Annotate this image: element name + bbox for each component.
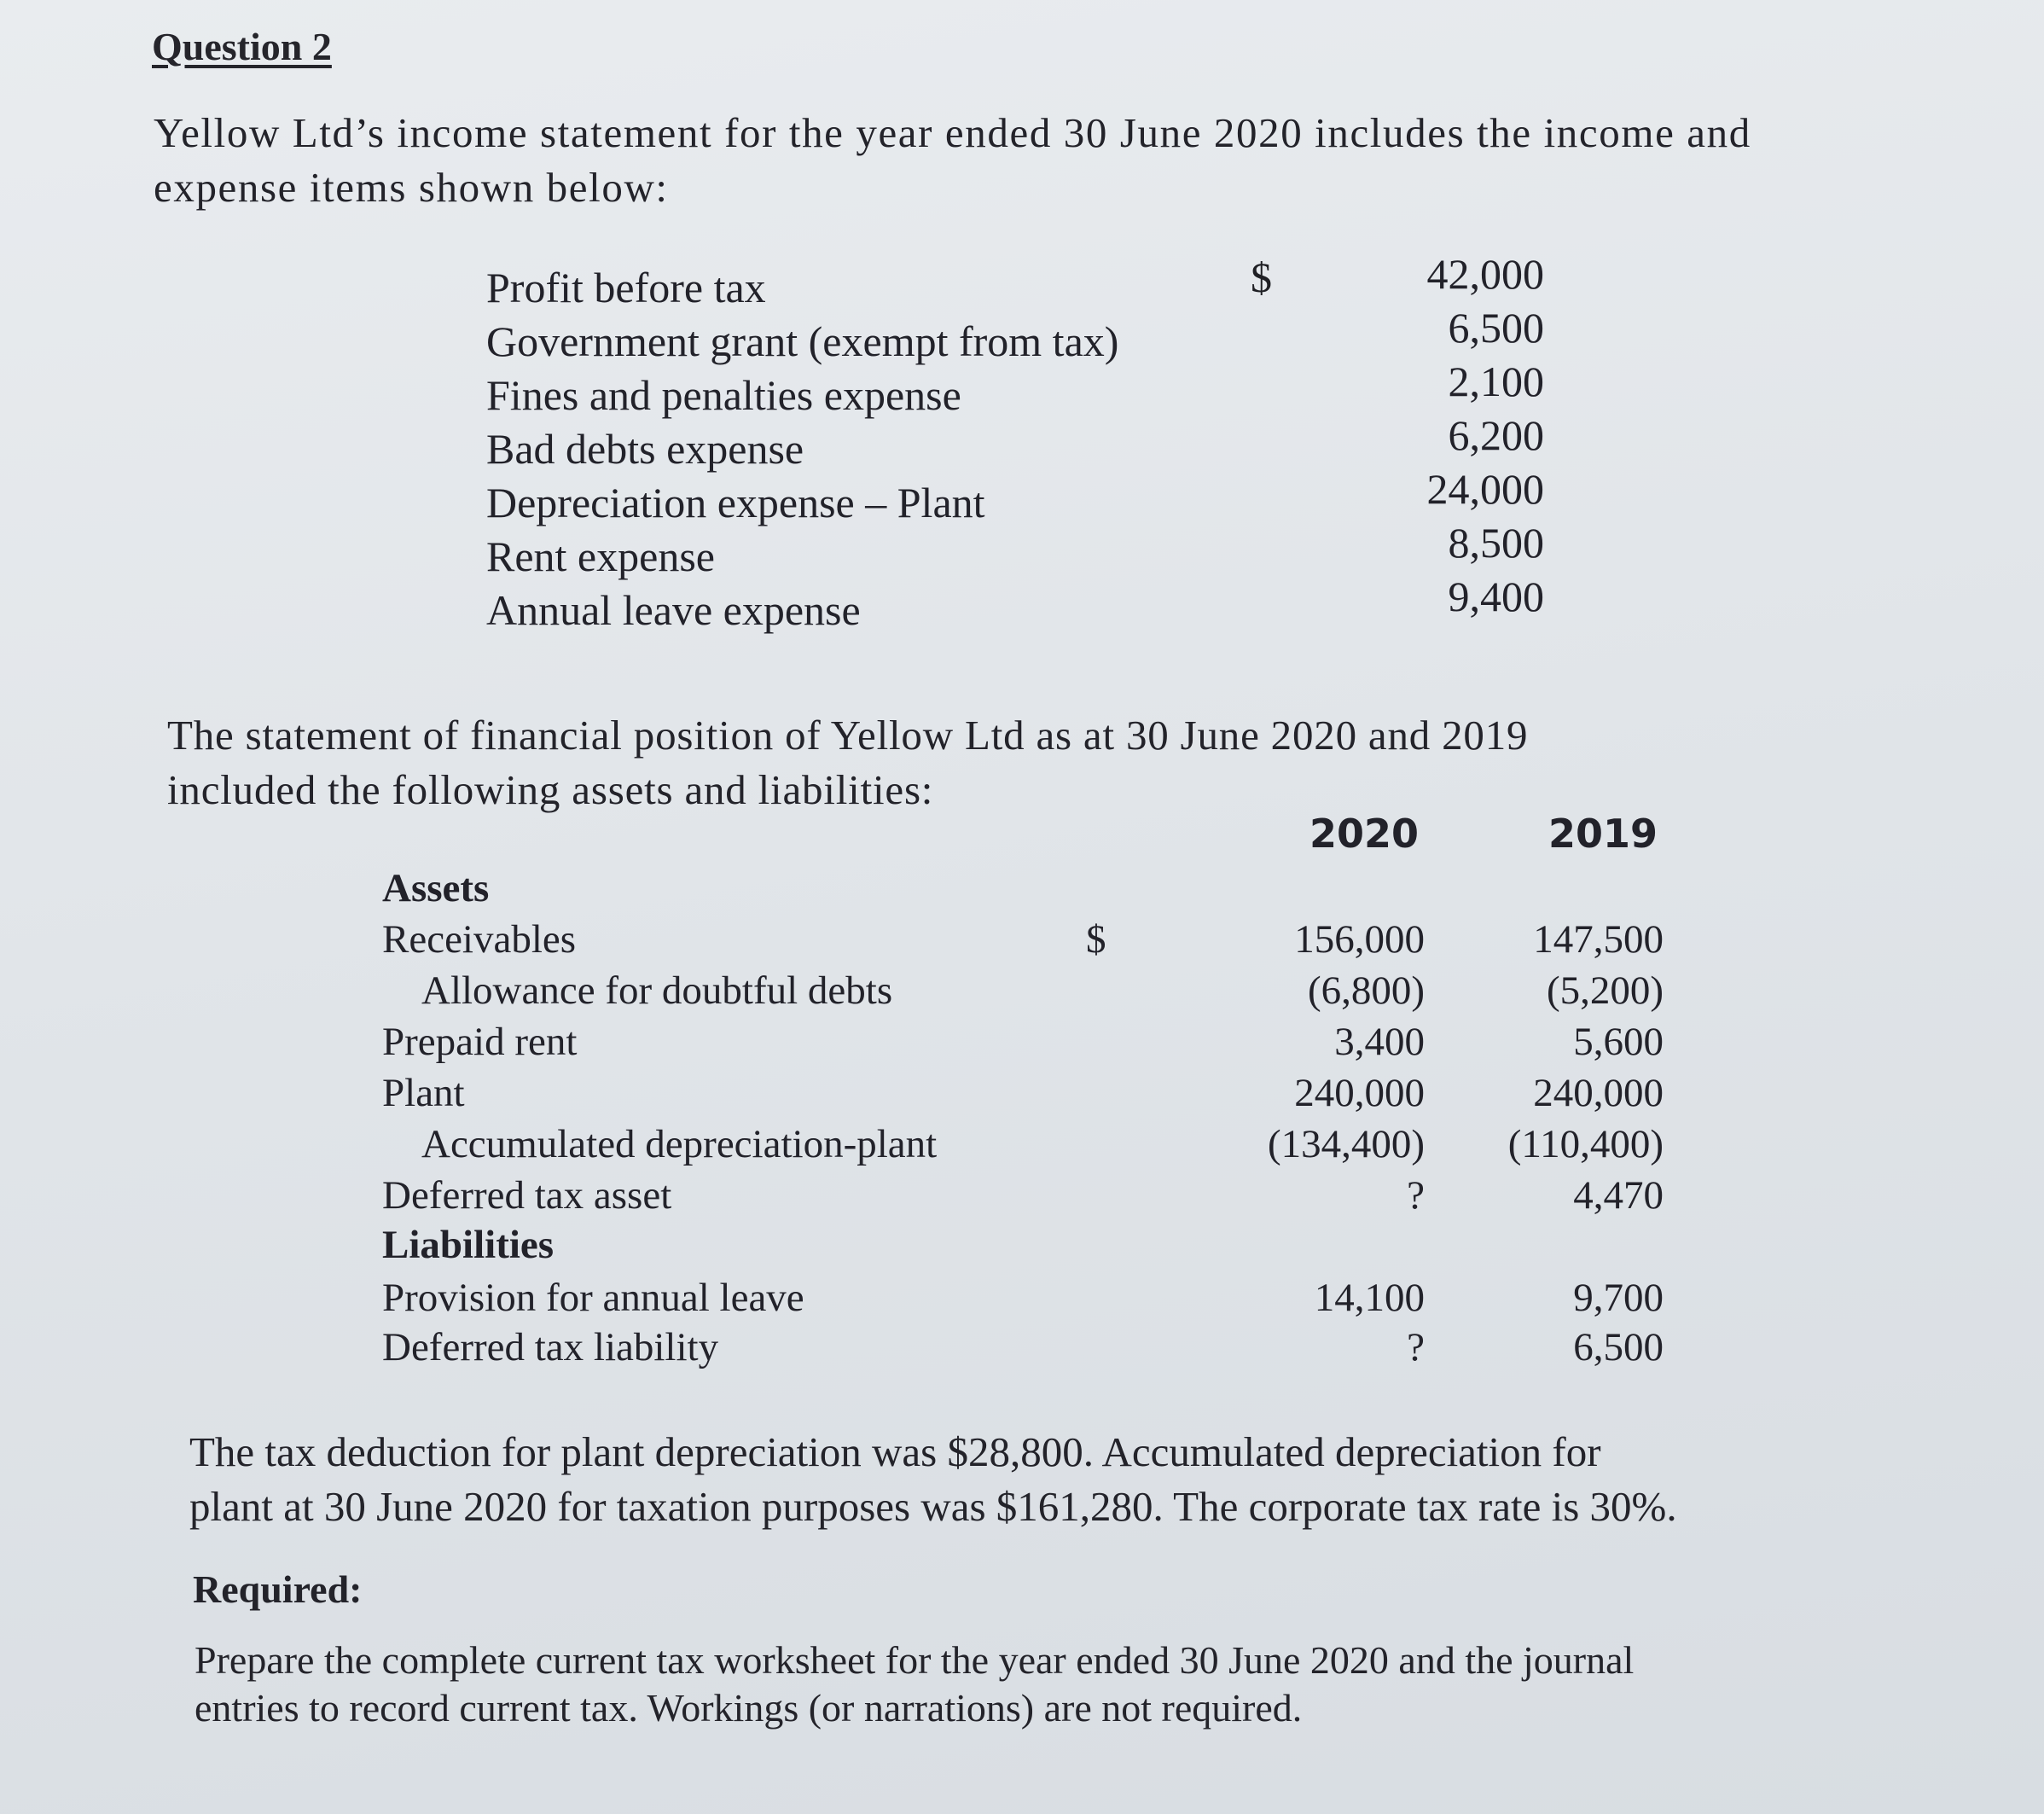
section-heading: Liabilities <box>382 1223 555 1267</box>
income-currency-symbol: $ <box>1251 253 1272 301</box>
row-label: Deferred tax asset <box>382 1173 672 1218</box>
sfp-section-assets <box>382 865 1679 915</box>
row-label: Receivables <box>382 917 577 962</box>
income-item-label: Bad debts expense <box>486 425 804 473</box>
question-title: Question 2 <box>152 25 332 68</box>
income-item-value: 9,400 <box>1448 573 1544 620</box>
table-row <box>382 968 1679 1017</box>
row-label: Deferred tax liability <box>382 1325 719 1369</box>
row-label: Plant <box>382 1071 465 1115</box>
income-item-label: Depreciation expense – Plant <box>486 479 985 526</box>
value-2019: 4,470 <box>1573 1173 1664 1218</box>
required-paragraph <box>195 1637 1634 1732</box>
intro-paragraph <box>154 106 1751 215</box>
income-item-value: 24,000 <box>1426 465 1544 513</box>
table-row <box>382 1121 1679 1171</box>
income-item-values <box>1331 247 1544 624</box>
sfp-section-liabilities <box>382 1222 1679 1271</box>
value-2020: 14,100 <box>1314 1276 1425 1320</box>
row-label: Accumulated depreciation-plant <box>421 1122 938 1166</box>
row-label: Provision for annual leave <box>382 1276 804 1320</box>
value-2020: 240,000 <box>1294 1071 1425 1115</box>
tax-note-line: The tax deduction for plant depreciation was $28,800. Accumulated depreciation for <box>189 1428 1601 1475</box>
income-item-label: Annual leave expense <box>486 586 861 634</box>
income-item-value: 6,500 <box>1448 304 1544 352</box>
table-row <box>382 1324 1679 1374</box>
table-row <box>382 1070 1679 1119</box>
income-item-label: Fines and penalties expense <box>486 371 961 419</box>
value-2019: 240,000 <box>1533 1071 1664 1115</box>
value-2020: (134,400) <box>1267 1122 1425 1166</box>
income-item-labels <box>486 261 1118 637</box>
table-row <box>382 1019 1679 1068</box>
row-label: Prepaid rent <box>382 1020 578 1064</box>
required-heading: Required: <box>193 1567 363 1611</box>
sfp-currency-symbol: $ <box>1086 917 1106 962</box>
value-2020: ? <box>1407 1173 1425 1218</box>
income-item-value: 6,200 <box>1448 411 1544 459</box>
tax-note-paragraph <box>189 1425 1677 1534</box>
value-2020: 3,400 <box>1334 1020 1425 1064</box>
sfp-table <box>382 811 1679 1374</box>
section-heading: Assets <box>382 866 490 910</box>
tax-note-line: plant at 30 June 2020 for taxation purposes was $161,280. The corporate tax rate is 30%. <box>189 1483 1677 1530</box>
column-header-2020: 2020 <box>1309 811 1419 857</box>
row-label: Allowance for doubtful debts <box>421 968 893 1013</box>
income-item-label: Profit before tax <box>486 264 766 311</box>
value-2020: 156,000 <box>1294 917 1425 962</box>
value-2019: (110,400) <box>1507 1122 1664 1166</box>
table-row <box>382 916 1679 966</box>
table-row <box>382 1275 1679 1324</box>
sfp-intro-line: included the following assets and liabilities: <box>167 766 934 813</box>
income-item-value: 2,100 <box>1448 358 1544 405</box>
column-header-2019: 2019 <box>1548 811 1658 857</box>
value-2020: (6,800) <box>1307 968 1425 1013</box>
value-2019: (5,200) <box>1546 968 1664 1013</box>
income-item-value: 8,500 <box>1448 519 1544 567</box>
sfp-intro-line: The statement of financial position of Yellow Ltd as at 30 June 2020 and 2019 <box>167 712 1529 759</box>
intro-line: expense items shown below: <box>154 164 669 211</box>
value-2019: 9,700 <box>1573 1276 1664 1320</box>
income-item-value: 42,000 <box>1426 250 1544 298</box>
table-row <box>382 1172 1679 1222</box>
sfp-intro-paragraph <box>167 708 1528 817</box>
required-line: entries to record current tax. Workings (or narrations) are not required. <box>195 1686 1303 1730</box>
value-2019: 147,500 <box>1533 917 1664 962</box>
income-item-label: Government grant (exempt from tax) <box>486 317 1119 365</box>
intro-line: Yellow Ltd’s income statement for the year ended 30 June 2020 includes the income and <box>154 109 1751 156</box>
income-item-label: Rent expense <box>486 532 715 580</box>
value-2019: 5,600 <box>1573 1020 1664 1064</box>
required-line: Prepare the complete current tax worksheet for the year ended 30 June 2020 and the journal <box>195 1638 1635 1682</box>
value-2020: ? <box>1407 1325 1425 1369</box>
value-2019: 6,500 <box>1573 1325 1664 1369</box>
